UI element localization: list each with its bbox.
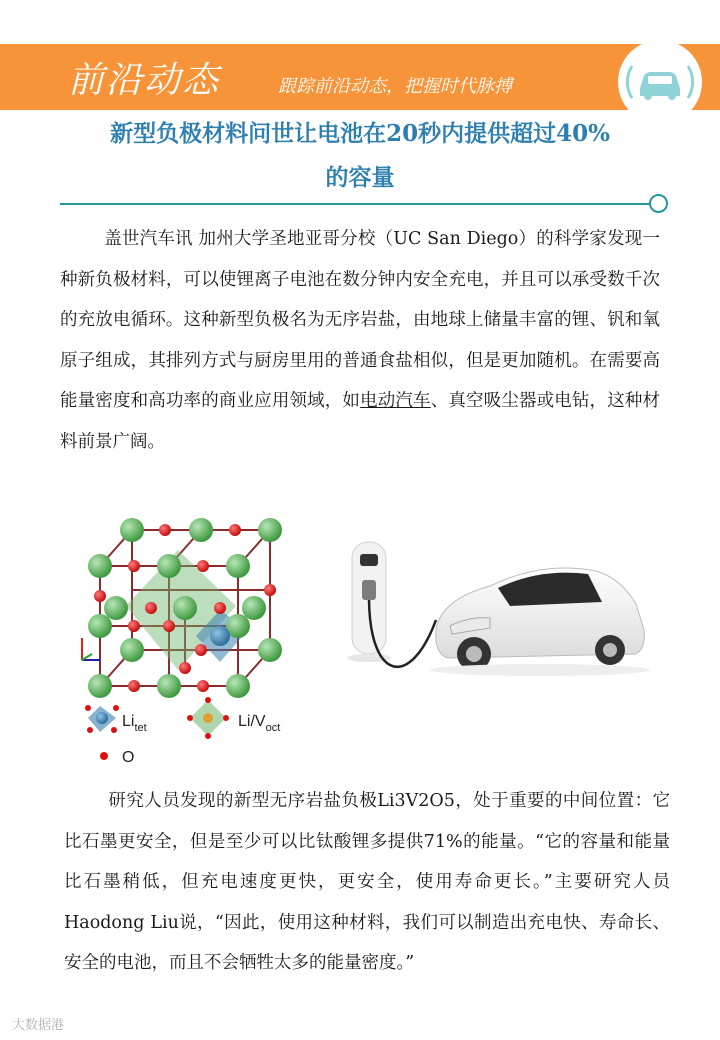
article-title [60, 112, 660, 200]
paragraph-1-text: 盖世汽车讯 加州大学圣地亚哥分校（UC San Diego）的科学家发现一种新负极材料，可以使锂离子电池在数分钟内安全充电，并且可以承受数千次的充放电循环。这种新型负极名为无序岩盐，由地球上储量丰富的锂、钒和氧原子组成，其排列方式与厨房里用的普通食盐相似，但是更加随机。在需要高能量密度和高功率的商业应用领域，如 [60, 229, 660, 411]
section-title: 前沿动态 [68, 60, 221, 101]
paragraph-2 [64, 781, 670, 984]
paragraph-1 [60, 219, 660, 462]
article-title-line-2: 的容量 [325, 164, 395, 191]
legend-oct-label: $Li/V_{oct}$ [238, 713, 281, 734]
legend-oxygen-label: O [122, 749, 135, 766]
legend-oxygen-dot [100, 752, 108, 760]
atoms [88, 518, 282, 698]
article-title-line-1: 新型负极材料问世让电池在20秒内提供超过40% [110, 120, 610, 147]
legend-oct-symbol [187, 697, 229, 739]
car [430, 568, 650, 676]
legend-tet-label: $Li_{tet}$ [122, 713, 147, 734]
legend-tet-symbol [85, 705, 119, 733]
watermark: 大数据港 [12, 1018, 65, 1033]
ev-charging-image [340, 530, 660, 710]
title-divider [60, 203, 652, 205]
section-subtitle: 跟踪前沿动态，把握时代脉搏 [278, 76, 512, 97]
divider-dot [649, 194, 668, 213]
crystal-structure-figure [70, 510, 330, 770]
ev-link[interactable]: 电动汽车 [360, 391, 431, 411]
paragraph-1-tail: 、真空吸尘器或电钻，这种材料前景广阔。 [60, 391, 661, 452]
axes-icon [82, 638, 100, 660]
paragraph-2-text: 研究人员发现的新型无序岩盐负极Li3V2O5，处于重要的中间位置：它比石墨更安全，但是至少可以比钛酸锂多提供71%的能量。“它的容量和能量比石墨稍低，但充电速度更快，更安全，使用寿命更长。”主要研究人员Haodong Liu说，“因此，使用这种材料，我们可以制造出充电快、寿命长、安全的电池，而且不会牺牲太多的能量密度。” [64, 791, 670, 973]
